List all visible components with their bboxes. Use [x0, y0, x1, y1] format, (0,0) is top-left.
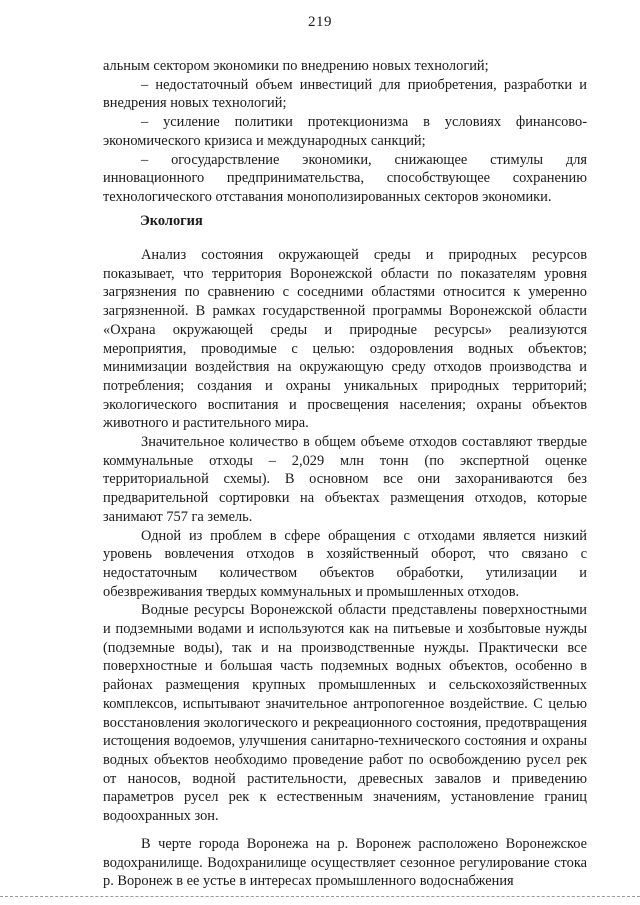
bottom-edge-line: [0, 896, 640, 897]
paragraph: В черте города Воронежа на р. Воронеж расположено Воронежское водохранилище. Водохранилище осуществляет сезонное регулирование стока р. Воронеж в ее устье в интересах промышленного водоснабжения: [103, 835, 587, 890]
intro-text: [103, 57, 587, 207]
body-text: [103, 246, 587, 891]
list-item: – недостаточный объем инвестиций для приобретения, разработки и внедрения новых технологий;: [103, 76, 587, 112]
list-item: – усиление политики протекционизма в условиях финансово-экономического кризиса и международных санкций;: [103, 114, 587, 149]
list-item: – огосударствление экономики, снижающее стимулы для инновационного предпринимательства, способствующее сохранению технологического отставания монополизированных секторов экономики.: [103, 151, 587, 205]
paragraph-continuation: альным сектором экономики по внедрению новых технологий;: [103, 58, 489, 74]
paragraph: Водные ресурсы Воронежской области представлены поверхностными и подземными водами и используются как на питьевые и хозбытовые нужды (подземные воды), так и на производственные нужды. Практически все поверхностные и большая часть подземных водных объектов, особенно в районах размещения крупных промышленных и сельскохозяйственных комплексов, испытывают значительное антропогенное воздействие. С целью восстановления экологического и рекреационного состояния, предотвращения истощения водоемов, улучшения санитарно-технического состояния и охраны водных объектов необходимо проведение работ по освобождению русел рек от наносов, водной растительности, древесных завалов и приведению параметров русел рек к естественным значениям, установление границ водоохранных зон.: [103, 602, 587, 825]
section-heading: Экология: [140, 213, 203, 229]
paragraph-gap: [103, 826, 587, 835]
paragraph: Одной из проблем в сфере обращения с отходами является низкий уровень вовлечения отходов в хозяйственный оборот, что связано с недостаточным количеством объектов обработки, утилизации и обезвреживания твердых коммунальных и промышленных отходов.: [103, 527, 587, 600]
paragraph: Значительное количество в общем объеме отходов составляют твердые коммунальные отходы – 2,029 млн тонн (по экспертной оценке территориальной схемы). В основном все они захораниваются без предварительной сортировки на объектах размещения отходов, которые занимают 757 га земель.: [103, 434, 587, 525]
paragraph: Анализ состояния окружающей среды и природных ресурсов показывает, что территория Воронежской области по показателям уровня загрязнения по сравнению с соседними областями относится к умеренно загрязненной. В рамках государственной программы Воронежской области «Охрана окружающей среды и природные ресурсы» реализуются мероприятия, проводимые с целью: оздоровления водных объектов; минимизации воздействия на окружающую среду отходов производства и потребления; создания и охраны уникальных природных территорий; экологического воспитания и просвещения населения; охраны объектов животного и растительного мира.: [103, 247, 587, 432]
page-number: 219: [308, 14, 332, 30]
